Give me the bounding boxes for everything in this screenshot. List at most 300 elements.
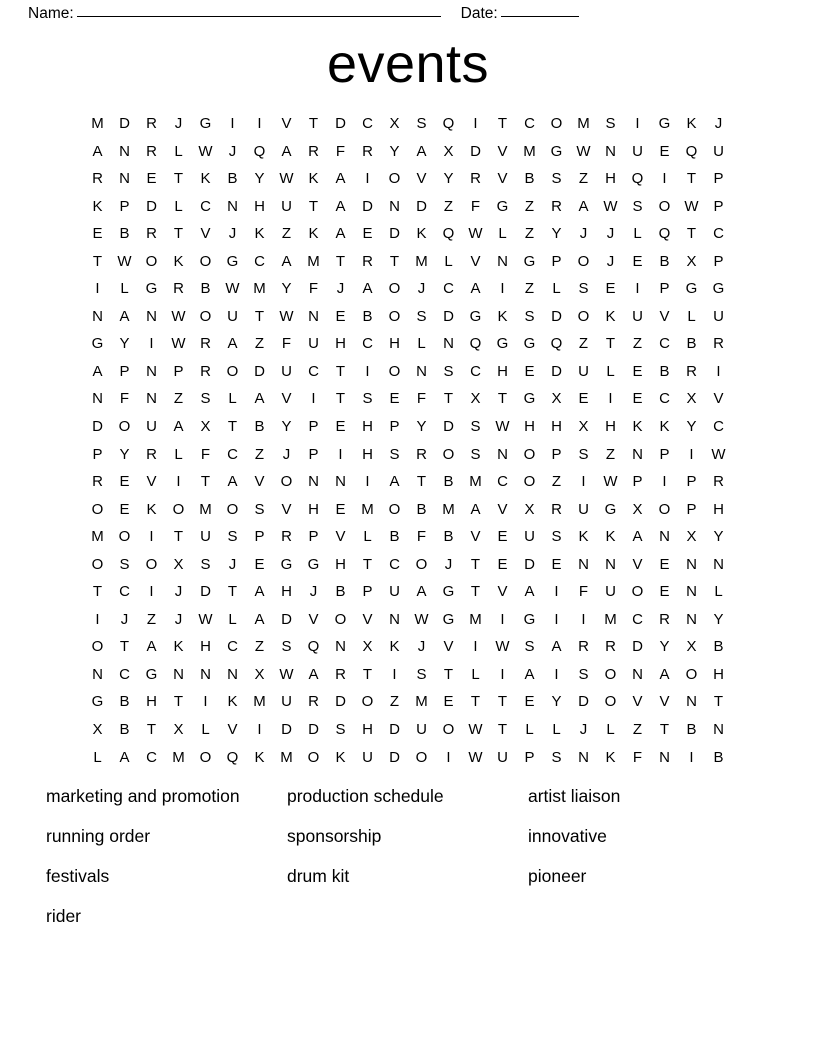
grid-letter[interactable]: B <box>686 335 697 353</box>
grid-letter[interactable]: U <box>713 142 724 160</box>
grid-letter[interactable]: I <box>554 583 559 601</box>
grid-letter[interactable]: R <box>578 638 589 656</box>
grid-letter[interactable]: H <box>605 170 616 188</box>
grid-letter[interactable]: I <box>257 721 262 739</box>
grid-letter[interactable]: G <box>307 555 320 573</box>
grid-letter[interactable]: O <box>199 748 212 766</box>
grid-letter[interactable]: M <box>415 252 428 270</box>
grid-letter[interactable]: W <box>576 142 591 160</box>
grid-letter[interactable]: Q <box>226 748 239 766</box>
grid-letter[interactable]: T <box>335 362 346 380</box>
grid-letter[interactable]: E <box>659 142 670 160</box>
grid-letter[interactable]: Z <box>524 197 535 215</box>
grid-letter[interactable]: U <box>389 583 400 601</box>
grid-letter[interactable]: L <box>174 445 183 463</box>
grid-letter[interactable]: L <box>228 390 237 408</box>
grid-letter[interactable]: N <box>632 445 643 463</box>
grid-letter[interactable]: M <box>253 280 266 298</box>
grid-letter[interactable]: M <box>469 473 482 491</box>
grid-letter[interactable]: H <box>335 335 346 353</box>
grid-letter[interactable]: N <box>416 362 427 380</box>
grid-letter[interactable]: H <box>551 418 562 436</box>
grid-letter[interactable]: A <box>416 583 427 601</box>
grid-letter[interactable]: G <box>523 252 536 270</box>
grid-letter[interactable]: R <box>470 170 481 188</box>
grid-letter[interactable]: L <box>444 252 453 270</box>
grid-letter[interactable]: G <box>199 115 212 132</box>
grid-letter[interactable]: E <box>335 418 346 436</box>
grid-letter[interactable]: T <box>308 115 319 132</box>
grid-letter[interactable]: J <box>174 610 183 628</box>
grid-letter[interactable]: G <box>91 693 104 711</box>
grid-letter[interactable]: A <box>119 748 130 766</box>
grid-letter[interactable]: H <box>605 418 616 436</box>
grid-letter[interactable]: F <box>308 280 319 298</box>
grid-letter[interactable]: Q <box>442 115 455 132</box>
grid-letter[interactable]: Y <box>443 170 454 188</box>
grid-letter[interactable]: P <box>119 362 130 380</box>
grid-letter[interactable]: I <box>581 610 586 628</box>
grid-letter[interactable]: U <box>362 748 373 766</box>
grid-letter[interactable]: F <box>200 445 211 463</box>
grid-letter[interactable]: L <box>552 721 561 739</box>
grid-letter[interactable]: H <box>254 197 265 215</box>
grid-letter[interactable]: O <box>172 500 185 518</box>
grid-letter[interactable]: M <box>253 693 266 711</box>
grid-letter[interactable]: Z <box>443 197 454 215</box>
grid-letter[interactable]: S <box>632 197 643 215</box>
grid-letter[interactable]: K <box>335 748 346 766</box>
grid-letter[interactable]: I <box>473 115 478 132</box>
grid-letter[interactable]: H <box>362 721 373 739</box>
grid-letter[interactable]: K <box>632 418 643 436</box>
grid-letter[interactable]: W <box>468 721 483 739</box>
grid-letter[interactable]: J <box>282 445 291 463</box>
grid-letter[interactable]: N <box>335 638 346 656</box>
grid-letter[interactable]: W <box>711 445 726 463</box>
grid-letter[interactable]: M <box>172 748 185 766</box>
grid-letter[interactable]: S <box>551 528 562 546</box>
grid-letter[interactable]: O <box>226 500 239 518</box>
grid-letter[interactable]: R <box>551 500 562 518</box>
grid-letter[interactable]: N <box>632 665 643 683</box>
grid-letter[interactable]: F <box>416 390 427 408</box>
grid-letter[interactable]: T <box>497 115 508 132</box>
grid-letter[interactable]: B <box>389 528 400 546</box>
grid-letter[interactable]: D <box>146 197 157 215</box>
grid-letter[interactable]: T <box>173 528 184 546</box>
grid-letter[interactable]: D <box>308 721 319 739</box>
grid-letter[interactable]: Q <box>442 225 455 243</box>
grid-letter[interactable]: I <box>635 115 640 132</box>
grid-letter[interactable]: M <box>280 748 293 766</box>
grid-letter[interactable]: G <box>550 142 563 160</box>
grid-letter[interactable]: W <box>603 473 618 491</box>
grid-letter[interactable]: M <box>469 610 482 628</box>
grid-letter[interactable]: O <box>361 693 374 711</box>
grid-letter[interactable]: B <box>524 170 535 188</box>
grid-letter[interactable]: I <box>365 473 370 491</box>
grid-letter[interactable]: N <box>389 610 400 628</box>
grid-letter[interactable]: Z <box>578 170 589 188</box>
grid-letter[interactable]: R <box>308 693 319 711</box>
grid-letter[interactable]: I <box>689 445 694 463</box>
grid-letter[interactable]: S <box>119 555 130 573</box>
grid-letter[interactable]: M <box>361 500 374 518</box>
grid-letter[interactable]: N <box>443 335 454 353</box>
grid-letter[interactable]: I <box>500 610 505 628</box>
grid-letter[interactable]: M <box>91 115 104 132</box>
grid-letter[interactable]: G <box>523 610 536 628</box>
grid-letter[interactable]: I <box>257 115 262 132</box>
grid-letter[interactable]: V <box>335 528 346 546</box>
grid-letter[interactable]: I <box>149 528 154 546</box>
grid-letter[interactable]: D <box>389 225 400 243</box>
grid-letter[interactable]: O <box>523 445 536 463</box>
grid-letter[interactable]: S <box>416 307 427 325</box>
grid-letter[interactable]: A <box>335 225 346 243</box>
grid-letter[interactable]: O <box>658 500 671 518</box>
grid-letter[interactable]: Z <box>254 638 265 656</box>
grid-letter[interactable]: D <box>470 142 481 160</box>
grid-letter[interactable]: Z <box>524 225 535 243</box>
grid-letter[interactable]: E <box>335 500 346 518</box>
grid-letter[interactable]: N <box>497 445 508 463</box>
grid-letter[interactable]: O <box>91 555 104 573</box>
grid-letter[interactable]: G <box>469 307 482 325</box>
grid-letter[interactable]: F <box>281 335 292 353</box>
grid-letter[interactable]: G <box>442 610 455 628</box>
grid-letter[interactable]: N <box>578 555 589 573</box>
grid-letter[interactable]: N <box>659 528 670 546</box>
grid-letter[interactable]: S <box>416 665 427 683</box>
grid-letter[interactable]: F <box>632 748 643 766</box>
grid-letter[interactable]: N <box>335 473 346 491</box>
grid-letter[interactable]: S <box>200 390 211 408</box>
grid-letter[interactable]: G <box>496 335 509 353</box>
grid-letter[interactable]: V <box>470 528 481 546</box>
grid-letter[interactable]: B <box>713 748 724 766</box>
grid-letter[interactable]: U <box>578 362 589 380</box>
grid-letter[interactable]: D <box>281 721 292 739</box>
grid-letter[interactable]: Y <box>659 638 670 656</box>
word-list-item[interactable]: running order <box>46 826 151 846</box>
grid-letter[interactable]: B <box>227 170 238 188</box>
grid-letter[interactable]: Y <box>281 418 292 436</box>
grid-letter[interactable]: C <box>713 225 724 243</box>
grid-letter[interactable]: L <box>714 583 723 601</box>
grid-letter[interactable]: F <box>578 583 589 601</box>
grid-letter[interactable]: O <box>226 362 239 380</box>
grid-letter[interactable]: T <box>362 555 373 573</box>
grid-letter[interactable]: M <box>91 528 104 546</box>
grid-letter[interactable]: Z <box>173 390 184 408</box>
grid-letter[interactable]: T <box>362 665 373 683</box>
grid-letter[interactable]: S <box>335 721 346 739</box>
grid-letter[interactable]: A <box>227 335 238 353</box>
grid-letter[interactable]: Q <box>253 142 266 160</box>
grid-letter[interactable]: E <box>632 390 643 408</box>
grid-letter[interactable]: T <box>200 473 211 491</box>
grid-letter[interactable]: C <box>713 418 724 436</box>
grid-letter[interactable]: R <box>416 445 427 463</box>
grid-letter[interactable]: I <box>392 665 397 683</box>
grid-letter[interactable]: T <box>443 665 454 683</box>
grid-letter[interactable]: T <box>173 693 184 711</box>
grid-letter[interactable]: O <box>145 555 158 573</box>
grid-letter[interactable]: N <box>308 307 319 325</box>
grid-letter[interactable]: S <box>578 280 589 298</box>
grid-letter[interactable]: C <box>362 335 373 353</box>
grid-letter[interactable]: Z <box>551 473 562 491</box>
grid-letter[interactable]: M <box>442 500 455 518</box>
grid-letter[interactable]: Q <box>307 638 320 656</box>
grid-letter[interactable]: O <box>118 528 131 546</box>
grid-letter[interactable]: O <box>388 280 401 298</box>
grid-letter[interactable]: A <box>146 638 157 656</box>
grid-letter[interactable]: H <box>524 418 535 436</box>
grid-letter[interactable]: R <box>200 335 211 353</box>
grid-letter[interactable]: U <box>632 142 643 160</box>
grid-letter[interactable]: B <box>200 280 211 298</box>
grid-letter[interactable]: U <box>632 307 643 325</box>
grid-letter[interactable]: N <box>686 555 697 573</box>
grid-letter[interactable]: R <box>335 665 346 683</box>
grid-letter[interactable]: S <box>551 748 562 766</box>
grid-letter[interactable]: F <box>119 390 130 408</box>
grid-letter[interactable]: J <box>606 225 615 243</box>
grid-letter[interactable]: X <box>578 418 589 436</box>
grid-letter[interactable]: O <box>91 638 104 656</box>
grid-letter[interactable]: T <box>173 170 184 188</box>
grid-letter[interactable]: O <box>577 307 590 325</box>
word-list-item[interactable]: artist liaison <box>528 786 621 806</box>
grid-letter[interactable]: G <box>685 280 698 298</box>
grid-letter[interactable]: X <box>443 142 454 160</box>
grid-letter[interactable]: P <box>713 252 724 270</box>
grid-letter[interactable]: P <box>551 445 562 463</box>
grid-letter[interactable]: X <box>173 555 184 573</box>
grid-letter[interactable]: Z <box>605 445 616 463</box>
grid-letter[interactable]: H <box>713 665 724 683</box>
grid-letter[interactable]: I <box>149 583 154 601</box>
grid-letter[interactable]: L <box>552 280 561 298</box>
grid-letter[interactable]: T <box>497 721 508 739</box>
grid-letter[interactable]: E <box>389 390 400 408</box>
grid-letter[interactable]: R <box>362 142 373 160</box>
grid-letter[interactable]: X <box>470 390 481 408</box>
grid-letter[interactable]: N <box>119 142 130 160</box>
grid-letter[interactable]: B <box>335 583 346 601</box>
grid-letter[interactable]: J <box>336 280 345 298</box>
grid-letter[interactable]: K <box>92 197 103 215</box>
grid-letter[interactable]: V <box>497 170 508 188</box>
grid-letter[interactable]: Q <box>469 335 482 353</box>
grid-letter[interactable]: V <box>497 583 508 601</box>
grid-letter[interactable]: L <box>606 362 615 380</box>
grid-letter[interactable]: P <box>308 418 319 436</box>
grid-letter[interactable]: B <box>443 528 454 546</box>
grid-letter[interactable]: G <box>442 583 455 601</box>
grid-letter[interactable]: N <box>308 473 319 491</box>
grid-letter[interactable]: K <box>200 170 211 188</box>
grid-letter[interactable]: Y <box>686 418 697 436</box>
grid-letter[interactable]: J <box>174 583 183 601</box>
grid-letter[interactable]: B <box>119 225 130 243</box>
grid-letter[interactable]: O <box>550 115 563 132</box>
grid-letter[interactable]: Z <box>254 445 265 463</box>
grid-letter[interactable]: E <box>524 362 535 380</box>
grid-letter[interactable]: O <box>415 748 428 766</box>
grid-letter[interactable]: B <box>659 362 670 380</box>
grid-letter[interactable]: Z <box>524 280 535 298</box>
grid-letter[interactable]: N <box>686 610 697 628</box>
grid-letter[interactable]: V <box>416 170 427 188</box>
grid-letter[interactable]: B <box>659 252 670 270</box>
grid-letter[interactable]: D <box>524 555 535 573</box>
grid-letter[interactable]: P <box>524 748 535 766</box>
grid-letter[interactable]: S <box>227 528 238 546</box>
grid-letter[interactable]: I <box>176 473 181 491</box>
grid-letter[interactable]: E <box>146 170 157 188</box>
grid-letter[interactable]: R <box>92 170 103 188</box>
grid-letter[interactable]: T <box>335 252 346 270</box>
grid-letter[interactable]: E <box>632 252 643 270</box>
grid-letter[interactable]: B <box>443 473 454 491</box>
grid-letter[interactable]: X <box>389 115 400 132</box>
grid-letter[interactable]: M <box>523 142 536 160</box>
grid-letter[interactable]: X <box>362 638 373 656</box>
grid-letter[interactable]: P <box>632 473 643 491</box>
grid-letter[interactable]: P <box>551 252 562 270</box>
grid-letter[interactable]: N <box>173 665 184 683</box>
grid-letter[interactable]: W <box>495 638 510 656</box>
grid-letter[interactable]: D <box>200 583 211 601</box>
grid-letter[interactable]: P <box>659 445 670 463</box>
grid-letter[interactable]: E <box>497 555 508 573</box>
date-write-line[interactable] <box>501 16 579 17</box>
grid-letter[interactable]: E <box>497 528 508 546</box>
grid-letter[interactable]: N <box>713 555 724 573</box>
grid-letter[interactable]: G <box>496 197 509 215</box>
grid-letter[interactable]: K <box>497 307 508 325</box>
grid-letter[interactable]: C <box>443 280 454 298</box>
grid-letter[interactable]: L <box>174 142 183 160</box>
grid-letter[interactable]: E <box>551 555 562 573</box>
grid-letter[interactable]: S <box>470 418 481 436</box>
grid-letter[interactable]: P <box>254 528 265 546</box>
grid-letter[interactable]: N <box>605 555 616 573</box>
grid-letter[interactable]: N <box>497 252 508 270</box>
grid-letter[interactable]: O <box>604 665 617 683</box>
grid-letter[interactable]: X <box>524 500 535 518</box>
grid-letter[interactable]: V <box>227 721 238 739</box>
grid-letter[interactable]: K <box>605 528 616 546</box>
grid-letter[interactable]: Y <box>119 445 130 463</box>
grid-letter[interactable]: O <box>442 445 455 463</box>
grid-letter[interactable]: O <box>199 307 212 325</box>
grid-letter[interactable]: V <box>362 610 373 628</box>
grid-letter[interactable]: R <box>713 335 724 353</box>
grid-letter[interactable]: D <box>551 307 562 325</box>
grid-letter[interactable]: N <box>92 665 103 683</box>
grid-letter[interactable]: I <box>662 170 667 188</box>
grid-letter[interactable]: W <box>414 610 429 628</box>
grid-letter[interactable]: W <box>225 280 240 298</box>
grid-letter[interactable]: G <box>145 280 158 298</box>
grid-letter[interactable]: V <box>497 500 508 518</box>
grid-letter[interactable]: Z <box>146 610 157 628</box>
grid-letter[interactable]: C <box>200 197 211 215</box>
grid-letter[interactable]: R <box>146 142 157 160</box>
grid-letter[interactable]: D <box>119 115 130 132</box>
word-list-item[interactable]: rider <box>46 906 82 926</box>
grid-letter[interactable]: J <box>309 583 318 601</box>
grid-letter[interactable]: H <box>281 583 292 601</box>
grid-letter[interactable]: N <box>686 693 697 711</box>
grid-letter[interactable]: E <box>119 473 130 491</box>
grid-letter[interactable]: O <box>685 665 698 683</box>
grid-letter[interactable]: E <box>632 362 643 380</box>
grid-letter[interactable]: Z <box>281 225 292 243</box>
grid-letter[interactable]: D <box>254 362 265 380</box>
grid-letter[interactable]: E <box>92 225 103 243</box>
grid-letter[interactable]: N <box>686 583 697 601</box>
grid-letter[interactable]: Z <box>389 693 400 711</box>
grid-letter[interactable]: E <box>443 693 454 711</box>
grid-letter[interactable]: W <box>171 307 186 325</box>
grid-letter[interactable]: G <box>280 555 293 573</box>
grid-letter[interactable]: V <box>713 390 724 408</box>
grid-letter[interactable]: T <box>92 252 103 270</box>
word-list-item[interactable]: innovative <box>528 826 607 846</box>
grid-letter[interactable]: I <box>554 665 559 683</box>
grid-letter[interactable]: K <box>416 225 427 243</box>
grid-letter[interactable]: P <box>308 445 319 463</box>
grid-letter[interactable]: S <box>578 665 589 683</box>
grid-letter[interactable]: A <box>335 170 346 188</box>
grid-letter[interactable]: T <box>497 693 508 711</box>
grid-letter[interactable]: J <box>228 142 237 160</box>
grid-letter[interactable]: T <box>335 390 346 408</box>
grid-letter[interactable]: B <box>416 500 427 518</box>
grid-letter[interactable]: O <box>442 721 455 739</box>
grid-letter[interactable]: T <box>389 252 400 270</box>
grid-letter[interactable]: G <box>712 280 725 298</box>
grid-letter[interactable]: E <box>524 693 535 711</box>
grid-letter[interactable]: W <box>279 307 294 325</box>
grid-letter[interactable]: F <box>470 197 481 215</box>
grid-letter[interactable]: O <box>388 170 401 188</box>
grid-letter[interactable]: A <box>524 665 535 683</box>
grid-letter[interactable]: J <box>444 555 453 573</box>
grid-letter[interactable]: H <box>146 693 157 711</box>
grid-letter[interactable]: X <box>200 418 211 436</box>
grid-letter[interactable]: K <box>605 748 616 766</box>
grid-letter[interactable]: I <box>149 335 154 353</box>
grid-letter[interactable]: J <box>228 225 237 243</box>
grid-letter[interactable]: B <box>713 638 724 656</box>
grid-letter[interactable]: Z <box>254 335 265 353</box>
grid-letter[interactable]: M <box>415 693 428 711</box>
grid-letter[interactable]: G <box>91 335 104 353</box>
grid-letter[interactable]: H <box>362 445 373 463</box>
grid-letter[interactable]: R <box>173 280 184 298</box>
grid-letter[interactable]: P <box>686 473 697 491</box>
grid-letter[interactable]: L <box>120 280 129 298</box>
grid-letter[interactable]: P <box>119 197 130 215</box>
grid-letter[interactable]: G <box>658 115 671 132</box>
